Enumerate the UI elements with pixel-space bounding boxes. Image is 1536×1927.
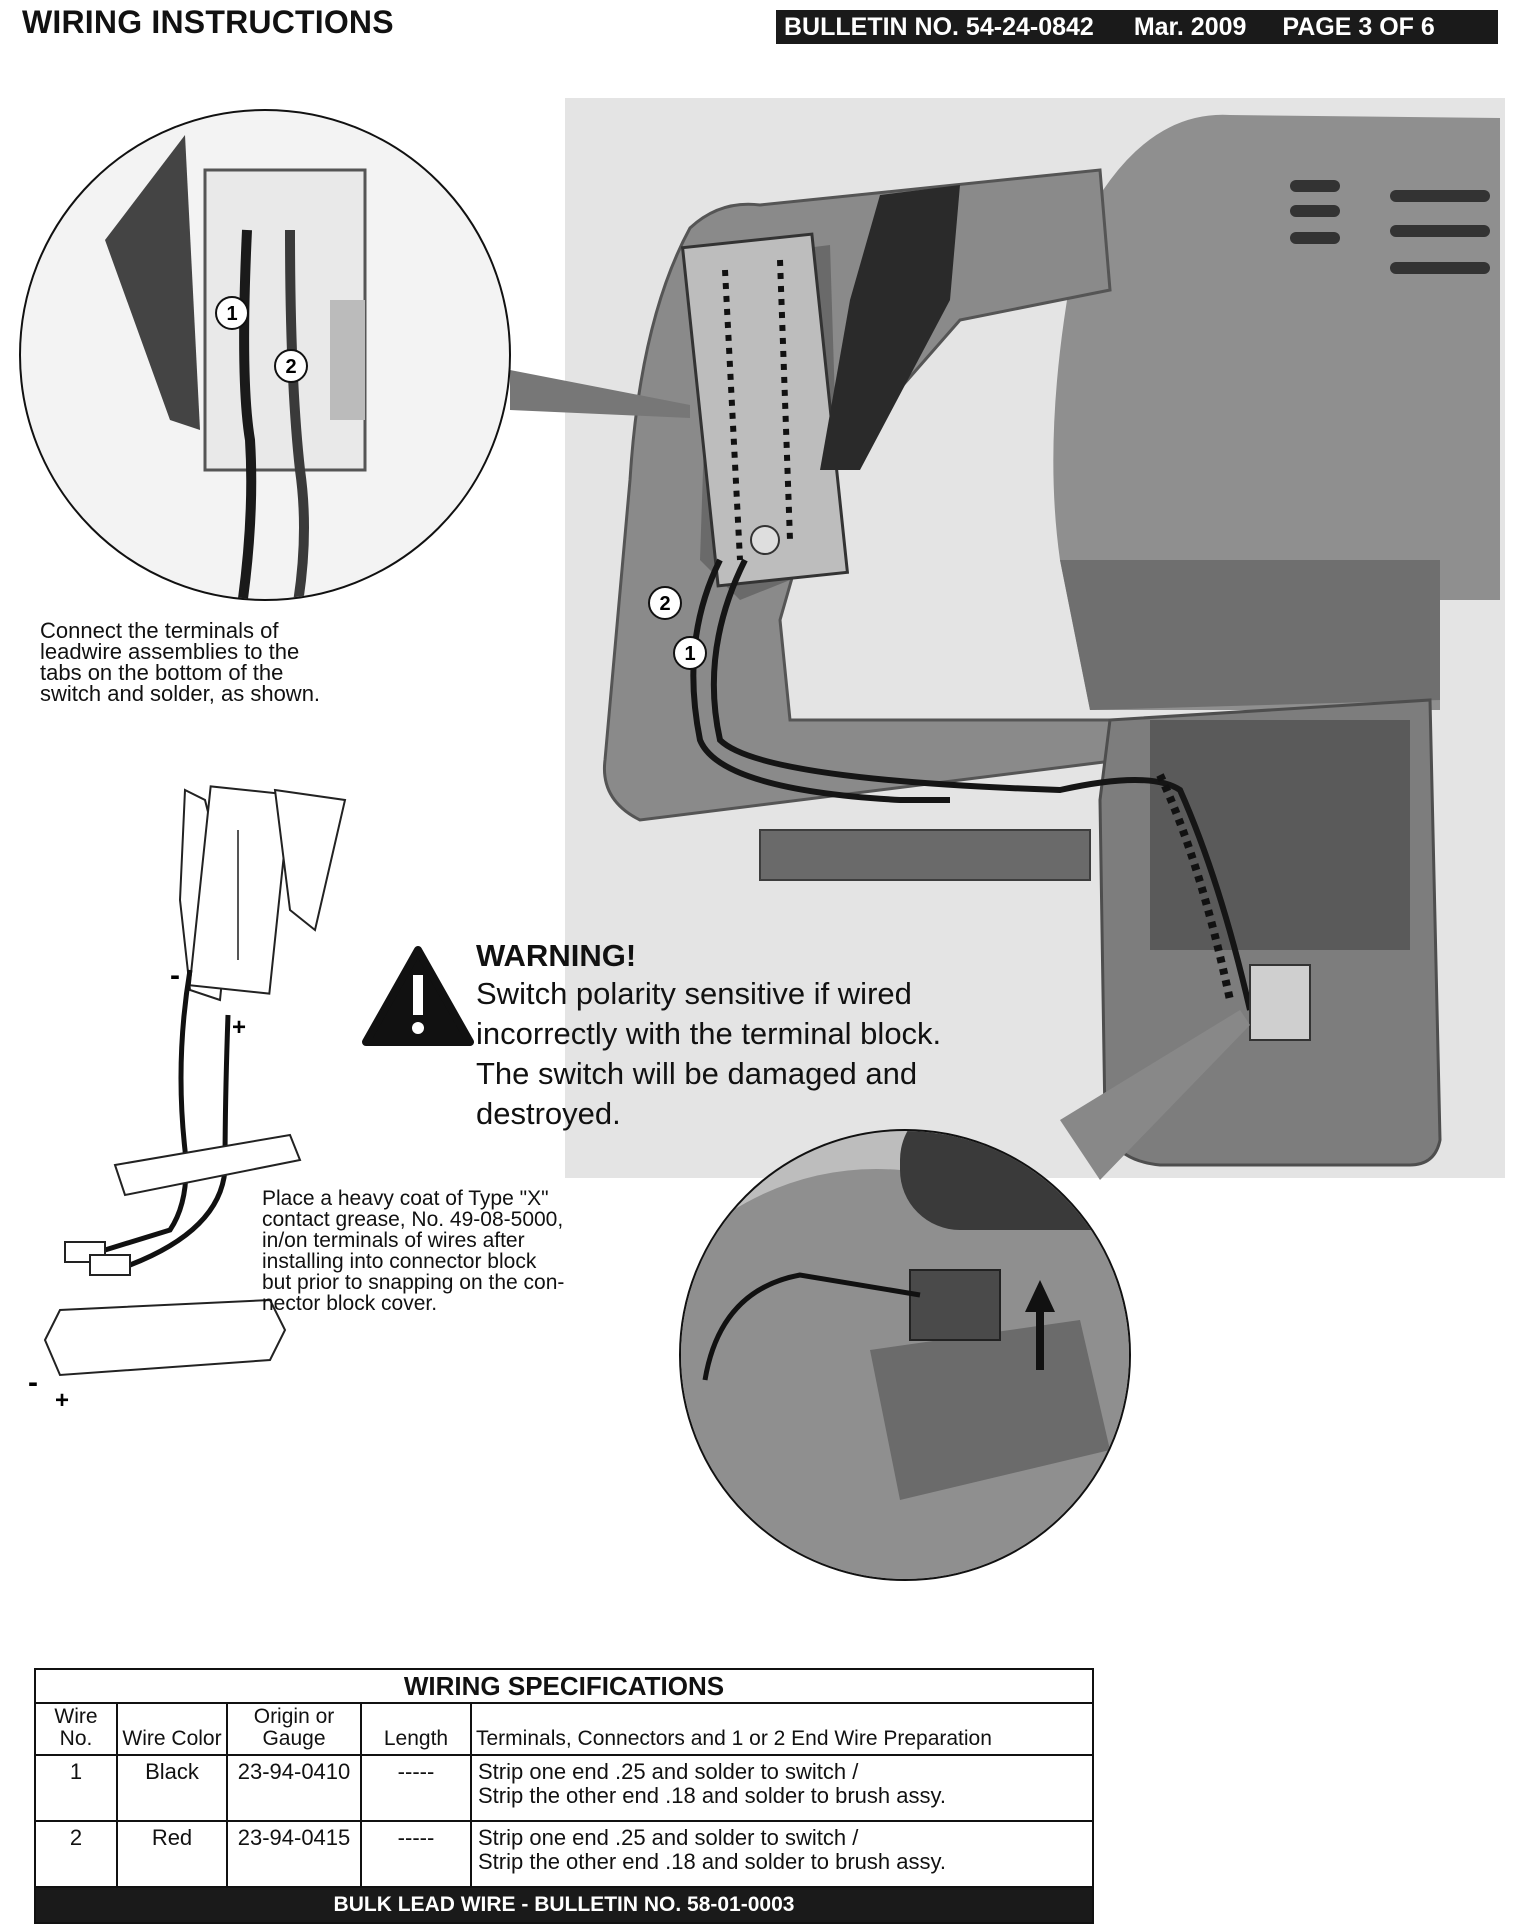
warning-body: Switch polarity sensitive if wired incorrectly with the terminal block. The switch will be damaged and destroyed. bbox=[476, 976, 942, 1131]
cell-wire-no: 2 bbox=[36, 1821, 117, 1887]
vent-slot bbox=[1390, 262, 1490, 274]
motor-cavity bbox=[1150, 720, 1410, 950]
note-connect-terminals: Connect the terminals of leadwire assemblies to the tabs on the bottom of the switch and solder, as shown. bbox=[40, 618, 321, 706]
warning-title: WARNING! bbox=[476, 938, 637, 973]
vent-slot bbox=[1390, 190, 1490, 202]
bulletin-page: PAGE 3 OF 6 bbox=[1282, 12, 1435, 41]
switch-side-plate bbox=[330, 300, 365, 420]
brush-holder bbox=[910, 1270, 1000, 1340]
col-length: Length bbox=[361, 1704, 471, 1755]
brush-terminal bbox=[1250, 965, 1310, 1040]
callout-2: 2 bbox=[285, 356, 297, 378]
spec-grid bbox=[36, 1704, 1092, 1888]
cell-gauge: 23-94-0410 bbox=[227, 1755, 361, 1821]
polarity-minus: - bbox=[170, 959, 180, 992]
connector-block bbox=[45, 1300, 285, 1375]
page-title: WIRING INSTRUCTIONS bbox=[22, 4, 394, 40]
cell-wire-color: Black bbox=[117, 1755, 227, 1821]
cell-preparation: Strip one end .25 and solder to switch / Strip the other end .18 and solder to brush assy. bbox=[471, 1821, 1092, 1887]
polarity-plus: + bbox=[232, 1014, 247, 1041]
note-grease: Place a heavy coat of Type "X" contact grease, No. 49-08-5000, in/on terminals of wires after installing into connector block but prior to snapping on the con- nector block cover. bbox=[262, 1187, 565, 1315]
switch-line-drawing bbox=[180, 786, 345, 1000]
vent-slot bbox=[1290, 205, 1340, 217]
bulletin-number: BULLETIN NO. 54-24-0842 bbox=[784, 12, 1094, 41]
cell-wire-no: 1 bbox=[36, 1755, 117, 1821]
vent-slot bbox=[1290, 180, 1340, 192]
cell-wire-color: Red bbox=[117, 1821, 227, 1887]
polarity-plus: + bbox=[55, 1387, 70, 1414]
drawing-wire-minus bbox=[105, 970, 190, 1250]
table-row bbox=[36, 1755, 1092, 1821]
switch-screw bbox=[751, 526, 779, 554]
motor-housing-band bbox=[1060, 560, 1440, 710]
terminal-connector bbox=[90, 1255, 130, 1275]
callout-1: 1 bbox=[226, 303, 238, 325]
warning-icon-mark bbox=[413, 975, 423, 1015]
cell-length: ----- bbox=[361, 1821, 471, 1887]
connector-cover bbox=[115, 1135, 300, 1195]
col-origin-gauge: Origin or Gauge bbox=[227, 1704, 361, 1755]
col-wire-no: Wire No. bbox=[36, 1704, 117, 1755]
vent-slot bbox=[1390, 225, 1490, 237]
cell-length: ----- bbox=[361, 1755, 471, 1821]
callout-2: 2 bbox=[659, 593, 671, 615]
vent-slot bbox=[1290, 232, 1340, 244]
housing-rail bbox=[760, 830, 1090, 880]
wiring-spec-table bbox=[34, 1668, 1094, 1924]
spec-footer: BULK LEAD WIRE - BULLETIN NO. 58-01-0003 bbox=[36, 1888, 1092, 1922]
polarity-minus: - bbox=[28, 1366, 38, 1399]
cell-preparation: Strip one end .25 and solder to switch / Strip the other end .18 and solder to brush assy. bbox=[471, 1755, 1092, 1821]
cell-gauge: 23-94-0415 bbox=[227, 1821, 361, 1887]
warning-icon-dot bbox=[412, 1022, 424, 1034]
col-preparation: Terminals, Connectors and 1 or 2 End Wire Preparation bbox=[471, 1704, 1092, 1755]
col-wire-color: Wire Color bbox=[117, 1704, 227, 1755]
spec-header-row bbox=[36, 1704, 1092, 1755]
spec-title: WIRING SPECIFICATIONS bbox=[36, 1670, 1092, 1704]
bulletin-date: Mar. 2009 bbox=[1133, 12, 1247, 41]
callout-1: 1 bbox=[684, 643, 696, 665]
table-row bbox=[36, 1821, 1092, 1887]
